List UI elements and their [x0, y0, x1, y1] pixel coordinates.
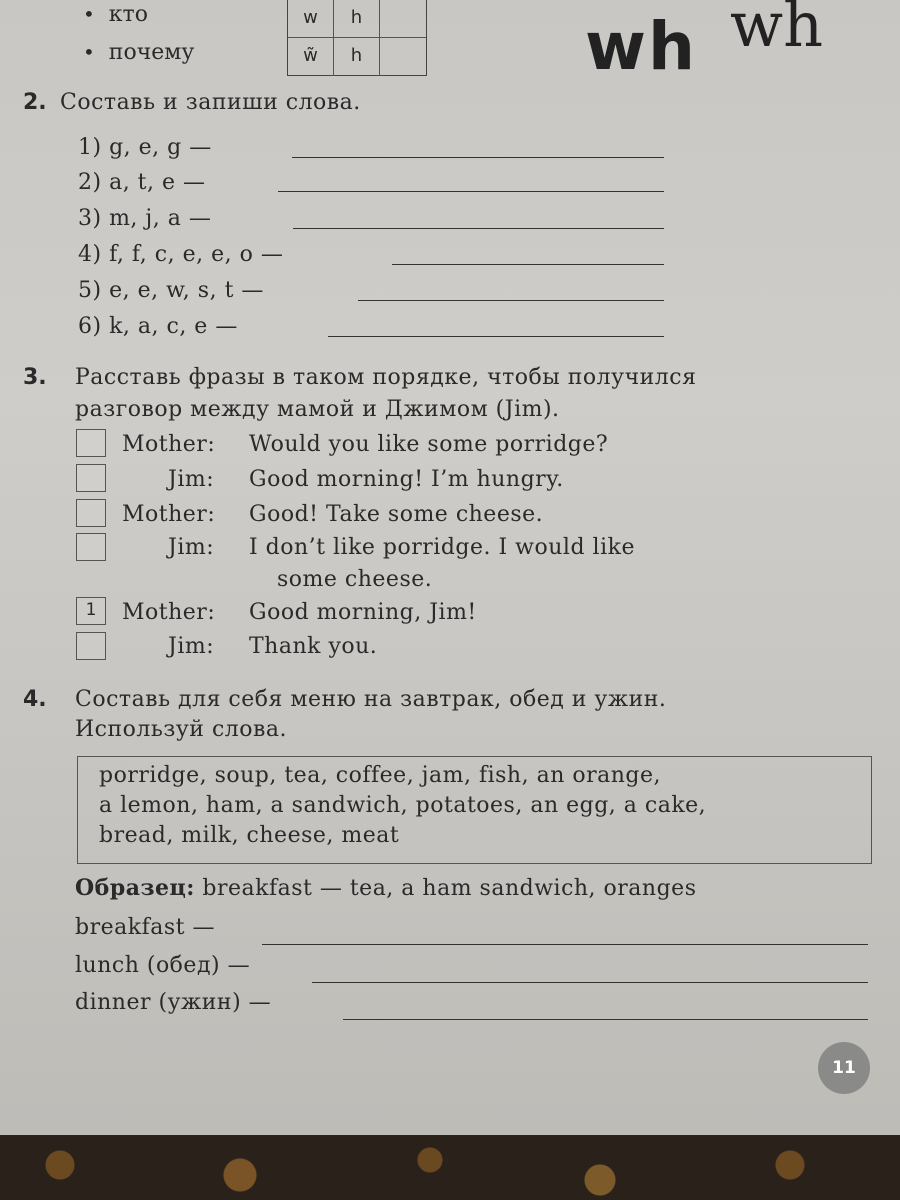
letter-grid [287, 0, 427, 76]
order-box[interactable] [76, 632, 106, 660]
speaker: Mother: [122, 600, 216, 625]
word-item: 2) a, t, e — [78, 170, 206, 195]
task-title: разговор между мамой и Джимом (Jim). [75, 397, 560, 422]
word-bank-line: a lemon, ham, a sandwich, potatoes, an egg, a cake, [99, 793, 707, 818]
grid-cell: h [334, 38, 380, 76]
answer-line[interactable] [328, 336, 664, 337]
order-box[interactable] [76, 464, 106, 492]
sample-row [75, 875, 697, 901]
word-bank-line: porridge, soup, tea, coffee, jam, fish, an orange, [99, 763, 662, 788]
handwritten-letters: wh [730, 0, 823, 61]
order-box[interactable]: 1 [76, 597, 106, 625]
answer-line[interactable] [343, 1019, 868, 1020]
dialogue-line: Good morning! I’m hungry. [249, 467, 564, 492]
task-number: 4. [23, 687, 47, 712]
answer-line[interactable] [278, 191, 664, 192]
speaker: Mother: [122, 432, 216, 457]
word-item: 6) k, a, c, e — [78, 314, 238, 339]
task-title: Используй слова. [75, 717, 288, 742]
sample-text: breakfast — tea, a ham sandwich, oranges [202, 876, 697, 901]
answer-line[interactable] [358, 300, 664, 301]
answer-line[interactable] [312, 982, 868, 983]
bullet-item: • почему [83, 40, 195, 65]
word-item: 5) e, e, w, s, t — [78, 278, 264, 303]
handwritten-letters: wh [585, 8, 697, 85]
answer-line[interactable] [392, 264, 664, 265]
grid-cell [380, 0, 426, 38]
dialogue-line: Thank you. [249, 634, 378, 659]
speaker: Jim: [168, 467, 215, 492]
grid-cell: w [288, 0, 334, 38]
word-item: 1) g, e, g — [78, 135, 212, 160]
word-item: 4) f, f, c, e, e, o — [78, 242, 284, 267]
word-bank-line: bread, milk, cheese, meat [99, 823, 400, 848]
order-box[interactable] [76, 429, 106, 457]
speaker: Jim: [168, 634, 215, 659]
task-title: Составь для себя меню на завтрак, обед и ужин. [75, 687, 667, 712]
dialogue-line-continued: some cheese. [277, 567, 433, 592]
meal-label: breakfast — [75, 915, 215, 940]
answer-line[interactable] [262, 944, 868, 945]
page-number-badge: 11 [818, 1042, 870, 1094]
word-bank-box [77, 756, 872, 864]
order-box[interactable] [76, 533, 106, 561]
speaker: Mother: [122, 502, 216, 527]
task-number: 3. [23, 365, 47, 390]
sample-label: Образец: [75, 875, 195, 901]
word-item: 3) m, j, a — [78, 206, 212, 231]
dialogue-line: Good morning, Jim! [249, 600, 477, 625]
dialogue-line: I don’t like porridge. I would like [249, 535, 635, 560]
meal-label: lunch (обед) — [75, 953, 251, 978]
dialogue-line: Would you like some porridge? [249, 432, 609, 457]
task-title: Составь и запиши слова. [60, 90, 361, 115]
grid-cell [380, 38, 426, 76]
meal-label: dinner (ужин) — [75, 990, 272, 1015]
background-fabric [0, 1135, 900, 1200]
grid-cell: w̃ [288, 38, 334, 76]
task-number: 2. [23, 90, 47, 115]
dialogue-line: Good! Take some cheese. [249, 502, 544, 527]
grid-cell: h [334, 0, 380, 38]
bullet-text: почему [108, 40, 195, 65]
speaker: Jim: [168, 535, 215, 560]
answer-line[interactable] [293, 228, 664, 229]
bullet-item: • кто [83, 2, 148, 27]
order-box[interactable] [76, 499, 106, 527]
bullet-text: кто [108, 2, 148, 27]
task-title: Расставь фразы в таком порядке, чтобы получился [75, 365, 697, 390]
answer-line[interactable] [292, 157, 664, 158]
